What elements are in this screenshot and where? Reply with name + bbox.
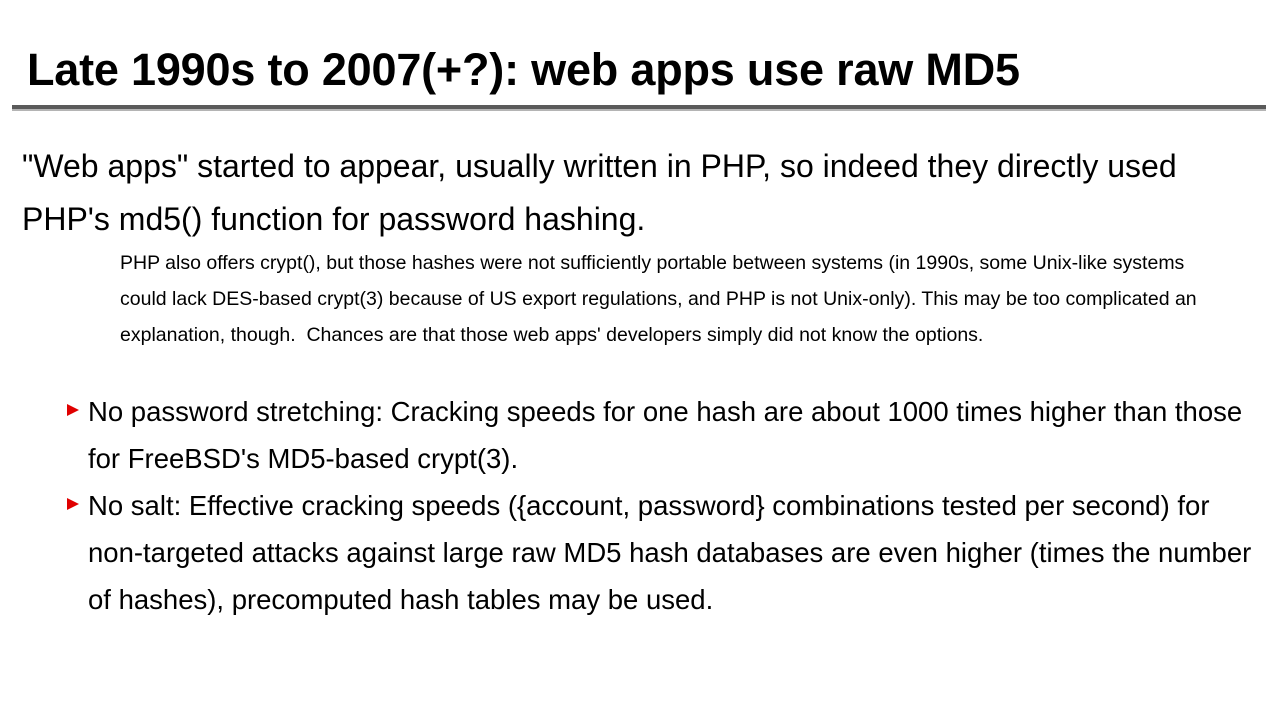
bullet-list — [66, 388, 1266, 623]
slide-title: Late 1990s to 2007(+?): web apps use raw MD5 — [27, 44, 1020, 95]
bullet-item — [66, 388, 1266, 482]
lead-paragraph: "Web apps" started to appear, usually written in PHP, so indeed they directly used PHP's md5() function for password hashing. — [22, 148, 1177, 237]
bullet-text: No salt: Effective cracking speeds ({account, password} combinations tested per second) for non-targeted attacks against large raw MD5 hash databases are even higher (times the number of hashes), precomputed hash tables may be used. — [88, 490, 1252, 615]
red-triangle-bullet-icon — [67, 498, 79, 510]
red-triangle-bullet-icon — [67, 404, 79, 416]
bullet-item — [66, 482, 1266, 623]
side-note: PHP also offers crypt(), but those hashes were not sufficiently portable between systems (in 1990s, some Unix-like systems could lack DES-based crypt(3) because of US export regulations, and PHP is not Unix-only). This may be too complicated an explanation, though. Chances are that those web apps' developers simply did not know the options. — [120, 252, 1203, 346]
title-divider — [12, 105, 1266, 111]
bullet-text: No password stretching: Cracking speeds for one hash are about 1000 times higher than those for FreeBSD's MD5-based crypt(3). — [88, 396, 1243, 474]
